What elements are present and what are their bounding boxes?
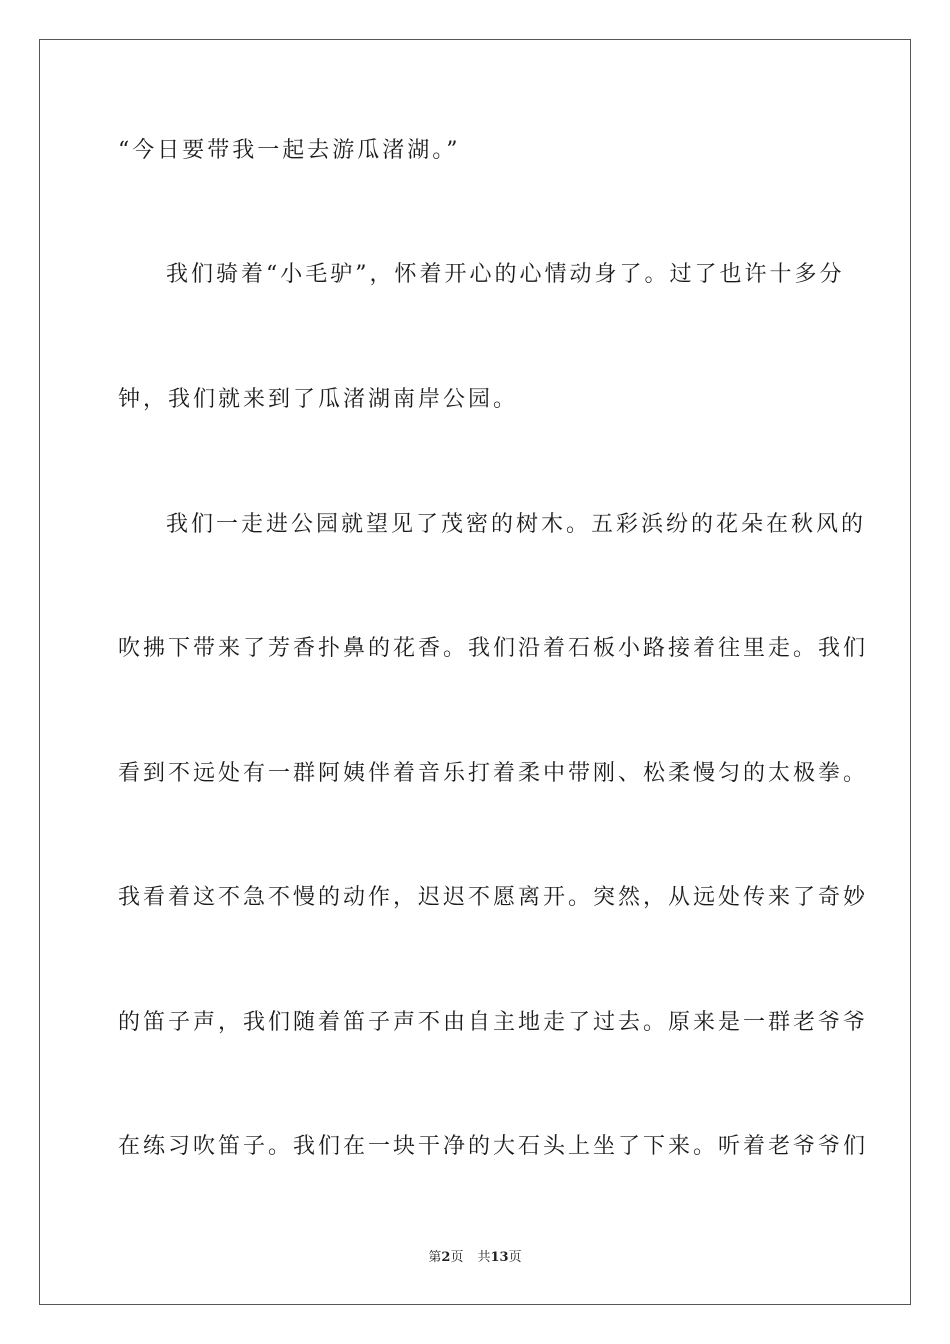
total-suffix: 页 xyxy=(508,1250,522,1265)
text-line: 看到不远处有一群阿姨伴着音乐打着柔中带刚、松柔慢匀的太极拳。 xyxy=(118,761,869,786)
total-pages: 13 xyxy=(490,1250,509,1265)
total-prefix: 共 xyxy=(477,1250,491,1265)
text-line: “今日要带我一起去游瓜渚湖。” xyxy=(118,138,461,163)
text-line: 我们一走进公园就望见了茂密的树木。五彩浜纷的花朵在秋风的 xyxy=(166,512,867,537)
text-line: 在练习吹笛子。我们在一块干净的大石头上坐了下来。听着老爷爷们 xyxy=(118,1134,869,1159)
page-number: 2 xyxy=(441,1250,451,1265)
text-line: 我看着这不急不慢的动作，迟迟不愿离开。突然，从远处传来了奇妙 xyxy=(118,885,869,910)
page-footer xyxy=(0,1246,950,1265)
text-line: 我们骑着“小毛驴”，怀着开心的心情动身了。过了也许十多分 xyxy=(166,262,845,287)
page-frame xyxy=(39,39,911,1305)
text-line: 钟，我们就来到了瓜渚湖南岸公园。 xyxy=(118,387,519,412)
text-line: 吹拂下带来了芳香扑鼻的花香。我们沿着石板小路接着往里走。我们 xyxy=(118,636,869,661)
page-prefix: 第 xyxy=(428,1250,442,1265)
text-line: 的笛子声，我们随着笛子声不由自主地走了过去。原来是一群老爷爷 xyxy=(118,1010,869,1035)
page-suffix: 页 xyxy=(450,1250,464,1265)
